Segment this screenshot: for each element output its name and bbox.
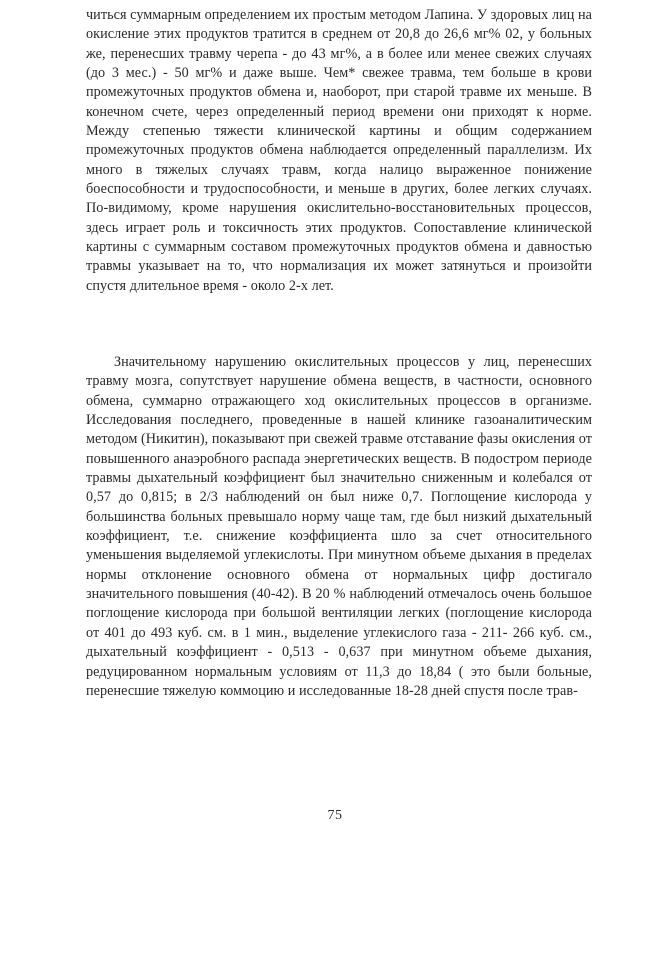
page-number: 75 [327, 808, 343, 823]
paragraph-continuation: читься суммарным определением их простым методом Лапина. У здоровых лиц на окисление этих продуктов тратится в среднем от 20,8 до 26,6 мг% 02, у больных же, перенесших травму черепа - до 43 мг%, а в более или менее свежих случаях (до 3 мес.) - 50 мг% и даже выше. Чем* свежее травма, тем больше в крови промежуточных продуктов обмена и, наоборот, при старой травме их меньше. В конечном счете, через определенный период времени они приходят к норме. Между степенью тяжести клинической картины и общим содержанием промежуточных продуктов обмена наблюдается определенный параллелизм. Их много в тяжелых случаях травм, когда налицо выраженное понижение боеспособности и трудоспособности, и меньше в других, более легких случаях. По-видимому, кроме нарушения окислительно-восстановительных процессов, здесь играет роль и токсичность этих продуктов. Сопоставление клинической картины с суммарным составом промежуточных продуктов обмена и давностью травмы указывает на то, что нормализация их может затянуться и произойти спустя длительное время - около 2-х лет. [86, 7, 592, 294]
paragraph-metabolism: Значительному нарушению окислительных процессов у лиц, перенесших травму мозга, сопутствует нарушение обмена веществ, в частности, основного обмена, суммарно отражающего ход окислительных процессов в организме. Исследования последнего, проведенные в нашей клинике газоаналитическим методом (Никитин), показывают при свежей травме отставание фазы окисления от повышенного анаэробного распада энергетических веществ. В подостром периоде травмы дыхательный коэффициент был значительно сниженным и колебался от 0,57 до 0,815; в 2/3 наблюдений он был ниже 0,7. Поглощение кислорода у большинства больных превышало норму чаще там, где был низкий дыхательный коэффициент, т.е. снижение коэффициента шло за счет относительного уменьшения выделяемой углекислоты. При минутном объеме дыхания в пределах нормы отклонение основного обмена от нормальных цифр достигало значительного повышения (40-42). В 20 % наблюдений отмечалось очень большое поглощение кислорода при большой вентиляции легких (поглощение кислорода от 401 до 493 куб. см. в 1 мин., выделение углекислого газа - 211- 266 куб. см., дыхательный коэффициент - 0,513 - 0,637 при минутном объеме дыхания, редуцированном нормальным условиям от 11,3 до 18,84 ( это были больные, перенесшие тяжелую коммоцию и исследованные 18-28 дней спустя после трав- [86, 354, 592, 699]
